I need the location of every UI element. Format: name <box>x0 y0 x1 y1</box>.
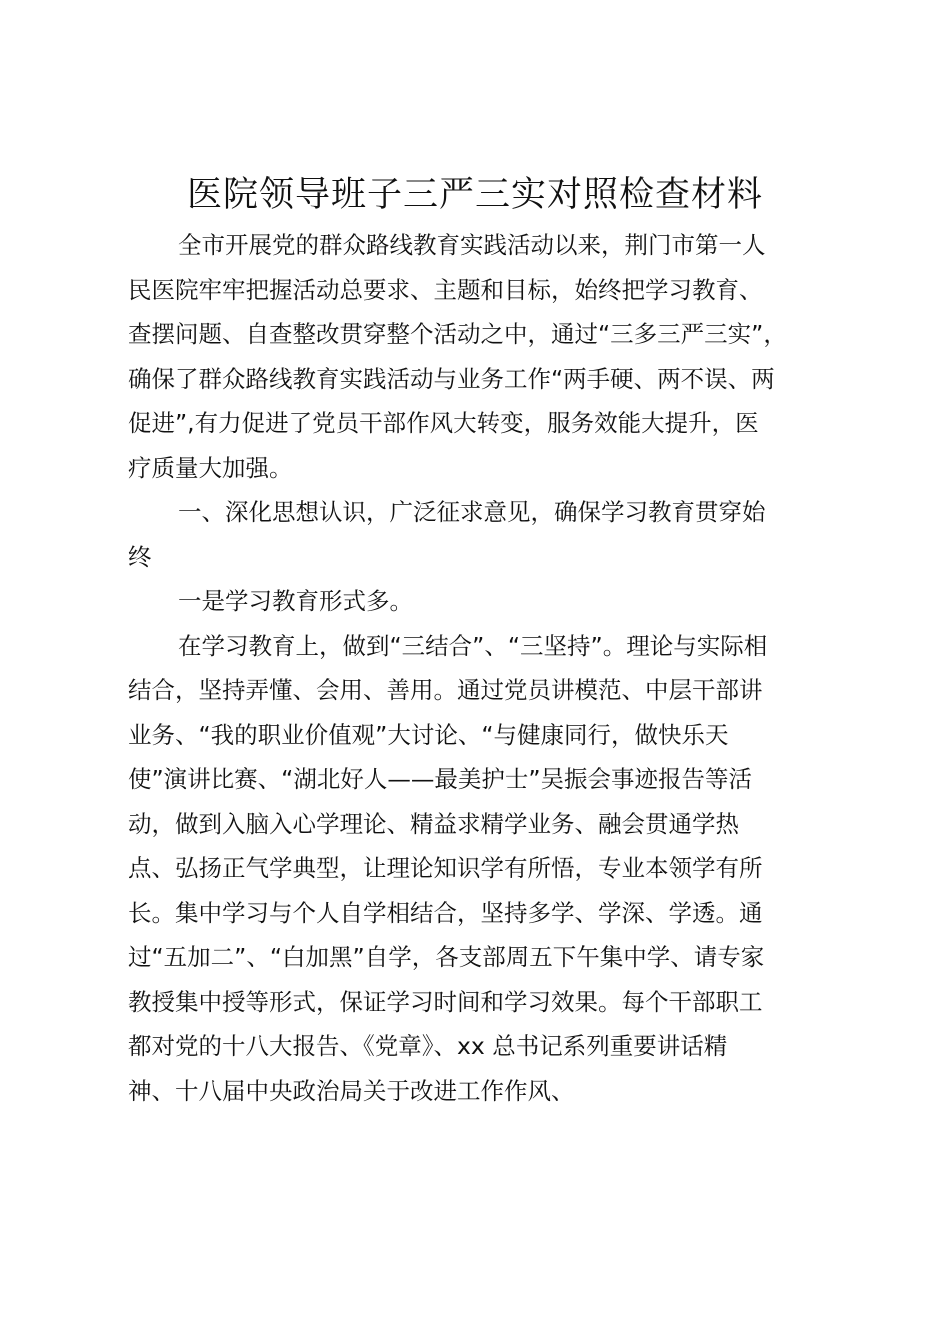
subheading-line: 一是学习教育形式多。 <box>178 587 413 615</box>
document-body <box>128 223 838 1113</box>
text-line: 民医院牢牢把握活动总要求、主题和目标，始终把学习教育、 <box>128 275 763 304</box>
text-line: 疗质量大加强。 <box>128 453 293 482</box>
text-line: 动，做到入脑入心学理论、精益求精学业务、融会贯通学热 <box>128 809 739 838</box>
document-title: 医院领导班子三严三实对照检查材料 <box>186 175 763 215</box>
text-line: 促进”,有力促进了党员干部作风大转变，服务效能大提升，医 <box>128 409 759 437</box>
text-line: 教授集中授等形式，保证学习时间和学习效果。每个干部职工 <box>128 987 763 1016</box>
text-line: 结合，坚持弄懂、会用、善用。通过党员讲模范、中层干部讲 <box>128 676 763 704</box>
text-line: 查摆问题、自查整改贯穿整个活动之中，通过“三多三严三实”， <box>128 320 787 348</box>
text-line: 神、十八届中央政治局关于改进工作作风、 <box>128 1076 575 1105</box>
text-line: 过“五加二”、“白加黑”自学，各支部周五下午集中学、请专家 <box>128 943 765 971</box>
text-line: 长。集中学习与个人自学相结合，坚持多学、学深、学透。通 <box>128 898 763 927</box>
text-line: 确保了群众路线教育实践活动与业务工作“两手硬、两不误、两 <box>128 364 775 393</box>
section-heading-line: 终 <box>128 542 152 571</box>
section-heading-line: 一、深化思想认识，广泛征求意见，确保学习教育贯穿始 <box>178 498 766 526</box>
text-line: 使”演讲比赛、“湖北好人——最美护士”吴振会事迹报告等活 <box>128 765 753 793</box>
text-line: 点、弘扬正气学典型，让理论知识学有所悟，专业本领学有所 <box>128 854 763 882</box>
text-line: 在学习教育上，做到“三结合”、“三坚持”。理论与实际相 <box>178 631 768 660</box>
text-line: 业务、“我的职业价值观”大讨论、“与健康同行，做快乐天 <box>128 720 729 749</box>
text-line: 都对党的十八大报告、《党章》、xx 总书记系列重要讲话精 <box>128 1032 728 1060</box>
text-line: 全市开展党的群众路线教育实践活动以来，荆门市第一人 <box>178 231 766 259</box>
